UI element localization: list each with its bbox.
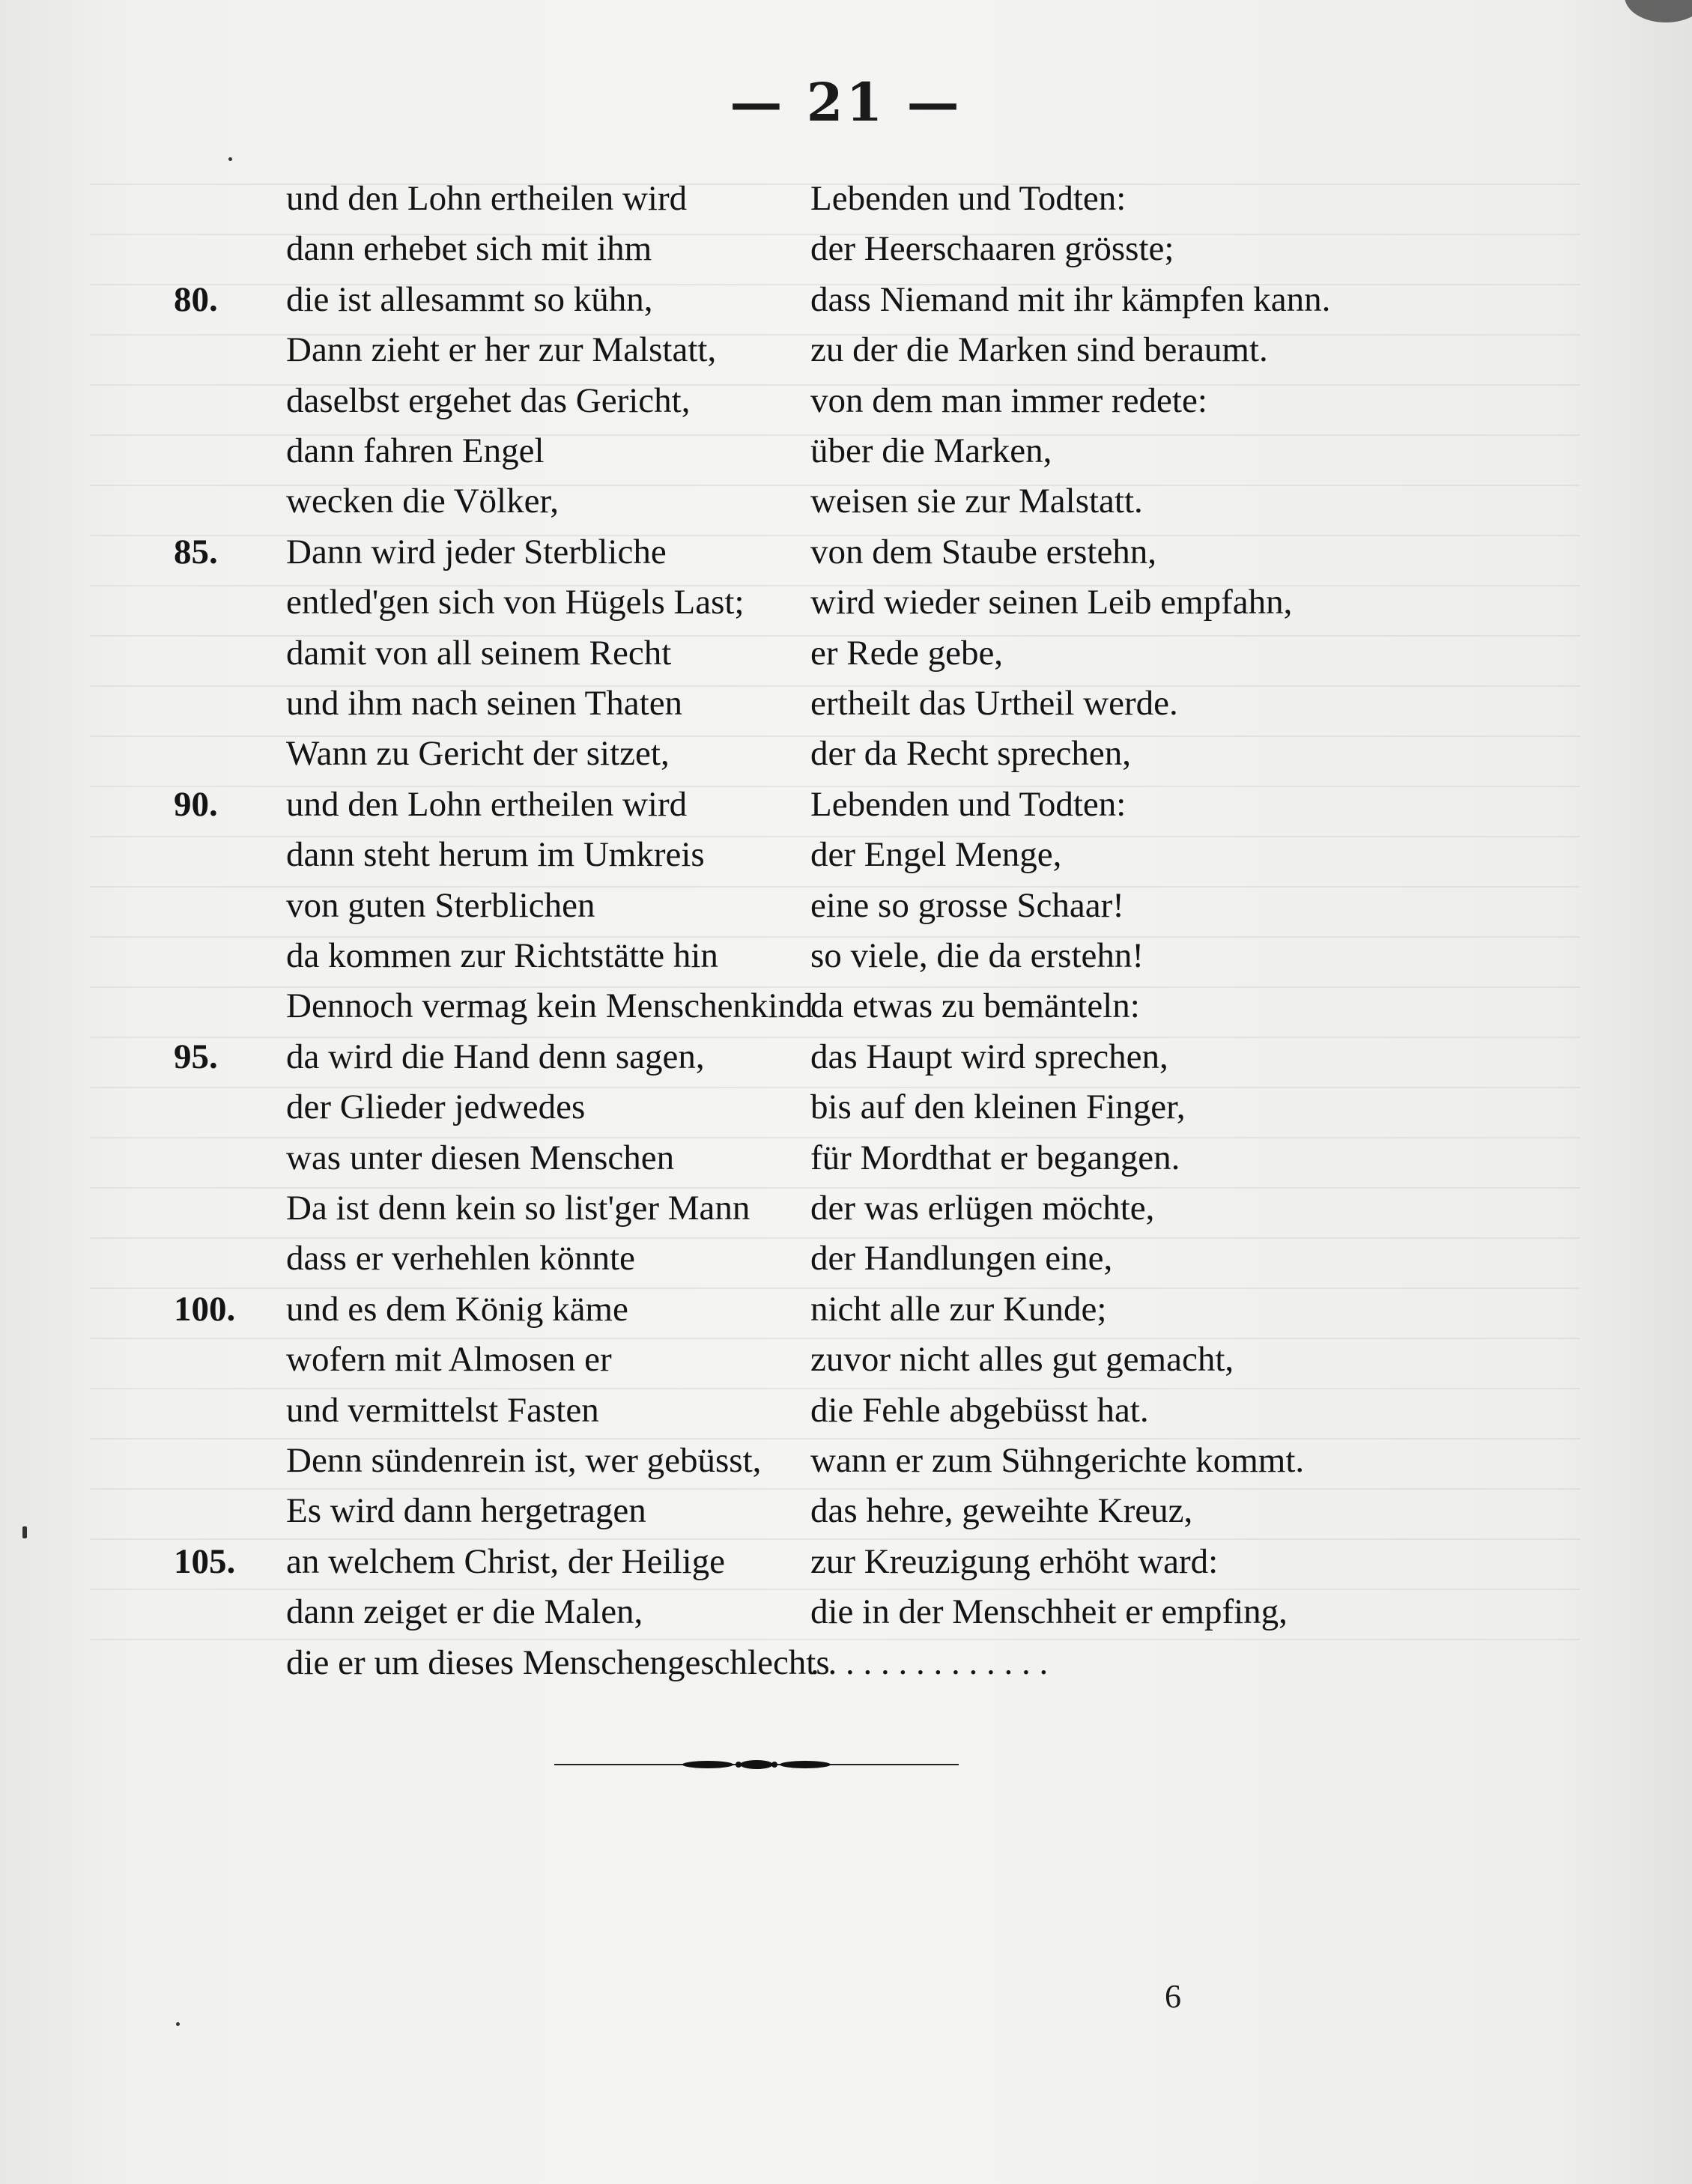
verse-line	[0, 1640, 1692, 1685]
verse-first-half: von guten Sterblichen	[286, 886, 595, 925]
verse-first-half: entled'gen sich von Hügels Last;	[286, 583, 745, 622]
verse-second-half: der Handlungen eine,	[810, 1239, 1113, 1278]
verse-line	[0, 1287, 1692, 1332]
verse-first-half: Dann zieht er her zur Malstatt,	[286, 330, 717, 369]
verse-first-half: damit von all seinem Recht	[286, 634, 672, 673]
verse-first-half: Dann wird jeder Sterbliche	[286, 533, 667, 571]
verse-second-half: er Rede gebe,	[810, 634, 1004, 673]
verse-line	[0, 378, 1692, 423]
verse-line	[0, 176, 1692, 221]
verse-second-half: ertheilt das Urtheil werde.	[810, 684, 1178, 723]
verse-line	[0, 832, 1692, 877]
verse-second-half: der was erlügen möchte,	[810, 1189, 1155, 1228]
verse-first-half: und den Lohn ertheilen wird	[286, 785, 688, 824]
verse-line	[0, 1539, 1692, 1584]
verse-second-half: das hehre, geweihte Kreuz,	[810, 1491, 1193, 1530]
verse-line	[0, 479, 1692, 524]
verse-line	[0, 1236, 1692, 1281]
verse-line	[0, 681, 1692, 726]
verse-first-half: Dennoch vermag kein Menschenkind	[286, 986, 813, 1025]
verse-first-half: und vermittelst Fasten	[286, 1391, 599, 1430]
verse-first-half: Da ist denn kein so list'ger Mann	[286, 1189, 751, 1228]
verse-line	[0, 782, 1692, 827]
verse-second-half: zuvor nicht alles gut gemacht,	[810, 1340, 1234, 1379]
verse-second-half: Lebenden und Todten:	[810, 179, 1127, 218]
verse-second-half: das Haupt wird sprechen,	[810, 1037, 1168, 1076]
verse-second-half: da etwas zu bemänteln:	[810, 986, 1140, 1025]
verse-second-half: so viele, die da erstehn!	[810, 936, 1144, 975]
verse-first-half: und den Lohn ertheilen wird	[286, 179, 688, 218]
verse-line	[0, 1085, 1692, 1129]
verse-line	[0, 327, 1692, 372]
verse-line	[0, 1488, 1692, 1533]
print-speck	[228, 157, 232, 161]
verse-second-half: die in der Menschheit er empfing,	[810, 1592, 1288, 1631]
print-speck	[22, 1526, 27, 1538]
verse-first-half: dann fahren Engel	[286, 431, 545, 470]
verse-first-half: da wird die Hand denn sagen,	[286, 1037, 705, 1076]
verse-first-half: die ist allesammt so kühn,	[286, 280, 653, 319]
verse-line	[0, 731, 1692, 776]
verse-first-half: dann erhebet sich mit ihm	[286, 229, 652, 268]
verse-first-half: dann zeiget er die Malen,	[286, 1592, 643, 1631]
verse-line	[0, 428, 1692, 473]
verse-second-half: für Mordthat er begangen.	[810, 1138, 1180, 1177]
verse-first-half: die er um dieses Menschengeschlechts	[286, 1643, 830, 1682]
verse-line	[0, 1388, 1692, 1433]
verse-number: 105.	[174, 1542, 236, 1581]
verse-first-half: und es dem König käme	[286, 1290, 628, 1329]
verse-second-half: der da Recht sprechen,	[810, 734, 1132, 773]
verse-second-half: bis auf den kleinen Finger,	[810, 1088, 1186, 1126]
verse-second-half: wann er zum Sühngerichte kommt.	[810, 1441, 1305, 1480]
verse-line	[0, 1135, 1692, 1180]
verse-line	[0, 1589, 1692, 1634]
verse-first-half: Es wird dann hergetragen	[286, 1491, 646, 1530]
verse-line	[0, 1034, 1692, 1079]
verse-second-half: dass Niemand mit ihr kämpfen kann.	[810, 280, 1331, 319]
ornament-divider	[554, 1756, 959, 1774]
verse-line	[0, 1337, 1692, 1382]
verse-first-half: was unter diesen Menschen	[286, 1138, 675, 1177]
verse-first-half: an welchem Christ, der Heilige	[286, 1542, 726, 1581]
verse-first-half: wecken die Völker,	[286, 482, 559, 521]
verse-second-half: von dem man immer redete:	[810, 381, 1207, 420]
verse-first-half: dann steht herum im Umkreis	[286, 835, 705, 874]
verse-line	[0, 1186, 1692, 1231]
verse-second-half: der Engel Menge,	[810, 835, 1062, 874]
verse-number: 85.	[174, 533, 218, 571]
verse-line	[0, 226, 1692, 271]
verse-second-half: Lebenden und Todten:	[810, 785, 1127, 824]
verse-number: 100.	[174, 1290, 236, 1329]
verse-line	[0, 631, 1692, 676]
verse-second-half: . . . . . . . . . . . . . .	[810, 1643, 1049, 1682]
verse-line	[0, 277, 1692, 322]
verse-first-half: Wann zu Gericht der sitzet,	[286, 734, 670, 773]
verse-number: 90.	[174, 785, 218, 824]
verse-first-half: und ihm nach seinen Thaten	[286, 684, 683, 723]
verse-first-half: wofern mit Almosen er	[286, 1340, 612, 1379]
verse-line	[0, 933, 1692, 978]
verse-line	[0, 1438, 1692, 1483]
verse-line	[0, 530, 1692, 574]
verse-number: 80.	[174, 280, 218, 319]
verse-second-half: eine so grosse Schaar!	[810, 886, 1124, 925]
verse-line	[0, 580, 1692, 625]
verse-first-half: Denn sündenrein ist, wer gebüsst,	[286, 1441, 762, 1480]
page-header: — 21 —	[730, 71, 962, 133]
page-signature: 6	[1165, 1978, 1181, 2015]
verse-second-half: der Heerschaaren grösste;	[810, 229, 1174, 268]
verse-line	[0, 983, 1692, 1028]
print-speck	[176, 2022, 180, 2026]
verse-second-half: zu der die Marken sind beraumt.	[810, 330, 1268, 369]
verse-second-half: die Fehle abgebüsst hat.	[810, 1391, 1149, 1430]
verse-second-half: wird wieder seinen Leib empfahn,	[810, 583, 1293, 622]
verse-second-half: über die Marken,	[810, 431, 1052, 470]
verse-second-half: weisen sie zur Malstatt.	[810, 482, 1143, 521]
verse-first-half: da kommen zur Richtstätte hin	[286, 936, 718, 975]
verse-first-half: der Glieder jedwedes	[286, 1088, 586, 1126]
verse-first-half: dass er verhehlen könnte	[286, 1239, 635, 1278]
ink-blot	[1625, 0, 1692, 22]
verse-second-half: von dem Staube erstehn,	[810, 533, 1157, 571]
verse-number: 95.	[174, 1037, 218, 1076]
verse-second-half: nicht alle zur Kunde;	[810, 1290, 1107, 1329]
verse-second-half: zur Kreuzigung erhöht ward:	[810, 1542, 1219, 1581]
verse-first-half: daselbst ergehet das Gericht,	[286, 381, 691, 420]
verse-line	[0, 883, 1692, 928]
